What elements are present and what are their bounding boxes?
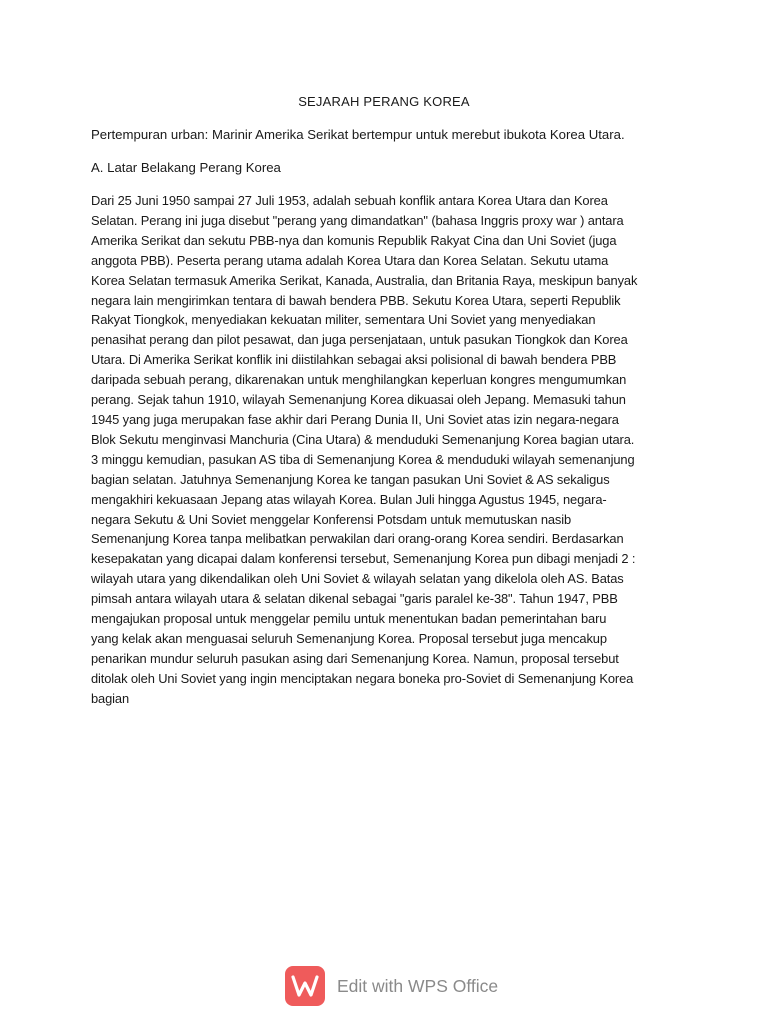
body-line: Selatan. Perang ini juga disebut "perang yang dimandatkan" (bahasa Inggris proxy war ) antara — [91, 212, 624, 228]
body-line: negara Sekutu & Uni Soviet menggelar Konferensi Potsdam untuk memutuskan nasib — [91, 511, 572, 527]
body-paragraph — [91, 191, 681, 709]
body-line: yang kelak akan menguasai seluruh Semenanjung Korea. Proposal tersebut juga mencakup — [91, 630, 607, 646]
body-line: Blok Sekutu menginvasi Manchuria (Cina Utara) & menduduki Semenanjung Korea bagian utara. — [91, 431, 635, 447]
document-subtitle: Pertempuran urban: Marinir Amerika Serikat bertempur untuk merebut ibukota Korea Utara. — [91, 127, 625, 142]
body-line: penasihat perang dan pilot pesawat, dan juga persenjataan, untuk pasukan Tiongkok dan Korea — [91, 332, 628, 348]
body-line: wilayah utara yang dikendalikan oleh Uni Soviet & wilayah selatan yang dikelola oleh AS. Batas — [91, 571, 624, 587]
body-line: pimsah antara wilayah utara & selatan dikenal sebagai "garis paralel ke-38". Tahun 1947, PBB — [91, 591, 618, 607]
body-line: mengakhiri kekuasaan Jepang atas wilayah Korea. Bulan Juli hingga Agustus 1945, negara- — [91, 491, 607, 507]
body-line: ditolak oleh Uni Soviet yang ingin menciptakan negara boneka pro-Soviet di Semenanjung Korea — [91, 670, 634, 686]
body-line: Amerika Serikat dan sekutu PBB-nya dan komunis Republik Rakyat Cina dan Uni Soviet (juga — [91, 232, 617, 248]
body-line: Utara. Di Amerika Serikat konflik ini diistilahkan sebagai aksi polisional di bawah bendera PBB — [91, 352, 617, 368]
body-line: Dari 25 Juni 1950 sampai 27 Juli 1953, adalah sebuah konflik antara Korea Utara dan Korea — [91, 193, 608, 208]
body-line: bagian — [91, 690, 129, 706]
body-line: anggota PBB). Peserta perang utama adalah Korea Utara dan Korea Selatan. Sekutu utama — [91, 252, 609, 268]
body-line: Rakyat Tiongkok, menyediakan kekuatan militer, sementara Uni Soviet yang menyediakan — [91, 312, 596, 328]
body-line: daripada sebuah perang, dikarenakan untuk menghilangkan keperluan kongres mengumumkan — [91, 372, 627, 388]
edit-with-wps-button[interactable] — [285, 964, 498, 1008]
body-line: bagian selatan. Jatuhnya Semenanjung Korea ke tangan pasukan Uni Soviet & AS sekaligus — [91, 471, 610, 487]
body-line: mengajukan proposal untuk menggelar pemilu untuk menentukan badan pemerintahan baru — [91, 611, 607, 627]
body-line: penarikan mundur seluruh pasukan asing dari Semenanjung Korea. Namun, proposal tersebut — [91, 650, 619, 666]
edit-with-wps-label: Edit with WPS Office — [337, 976, 499, 996]
document-title: SEJARAH PERANG KOREA — [298, 94, 470, 109]
body-line: kesepakatan yang dicapai dalam konferensi tersebut, Semenanjung Korea pun dibagi menjadi 2 : — [91, 551, 636, 567]
body-line: 1945 yang juga merupakan fase akhir dari Perang Dunia II, Uni Soviet atas izin negara-negara — [91, 411, 619, 427]
body-line: negara lain mengirimkan tentara di bawah bendera PBB. Sekutu Korea Utara, seperti Republik — [91, 292, 621, 308]
section-heading: A. Latar Belakang Perang Korea — [91, 160, 281, 175]
wps-office-logo-icon — [285, 966, 325, 1006]
body-line: 3 minggu kemudian, pasukan AS tiba di Semenanjung Korea & menduduki wilayah semenanjung — [91, 451, 635, 467]
body-line: Semenanjung Korea tanpa melibatkan perwakilan dari orang-orang Korea sendiri. Berdasarkan — [91, 531, 624, 547]
body-line: perang. Sejak tahun 1910, wilayah Semenanjung Korea dikuasai oleh Jepang. Memasuki tahun — [91, 392, 626, 408]
body-line: Korea Selatan termasuk Amerika Serikat, Kanada, Australia, dan Britania Raya, meskipun banyak — [91, 272, 638, 288]
